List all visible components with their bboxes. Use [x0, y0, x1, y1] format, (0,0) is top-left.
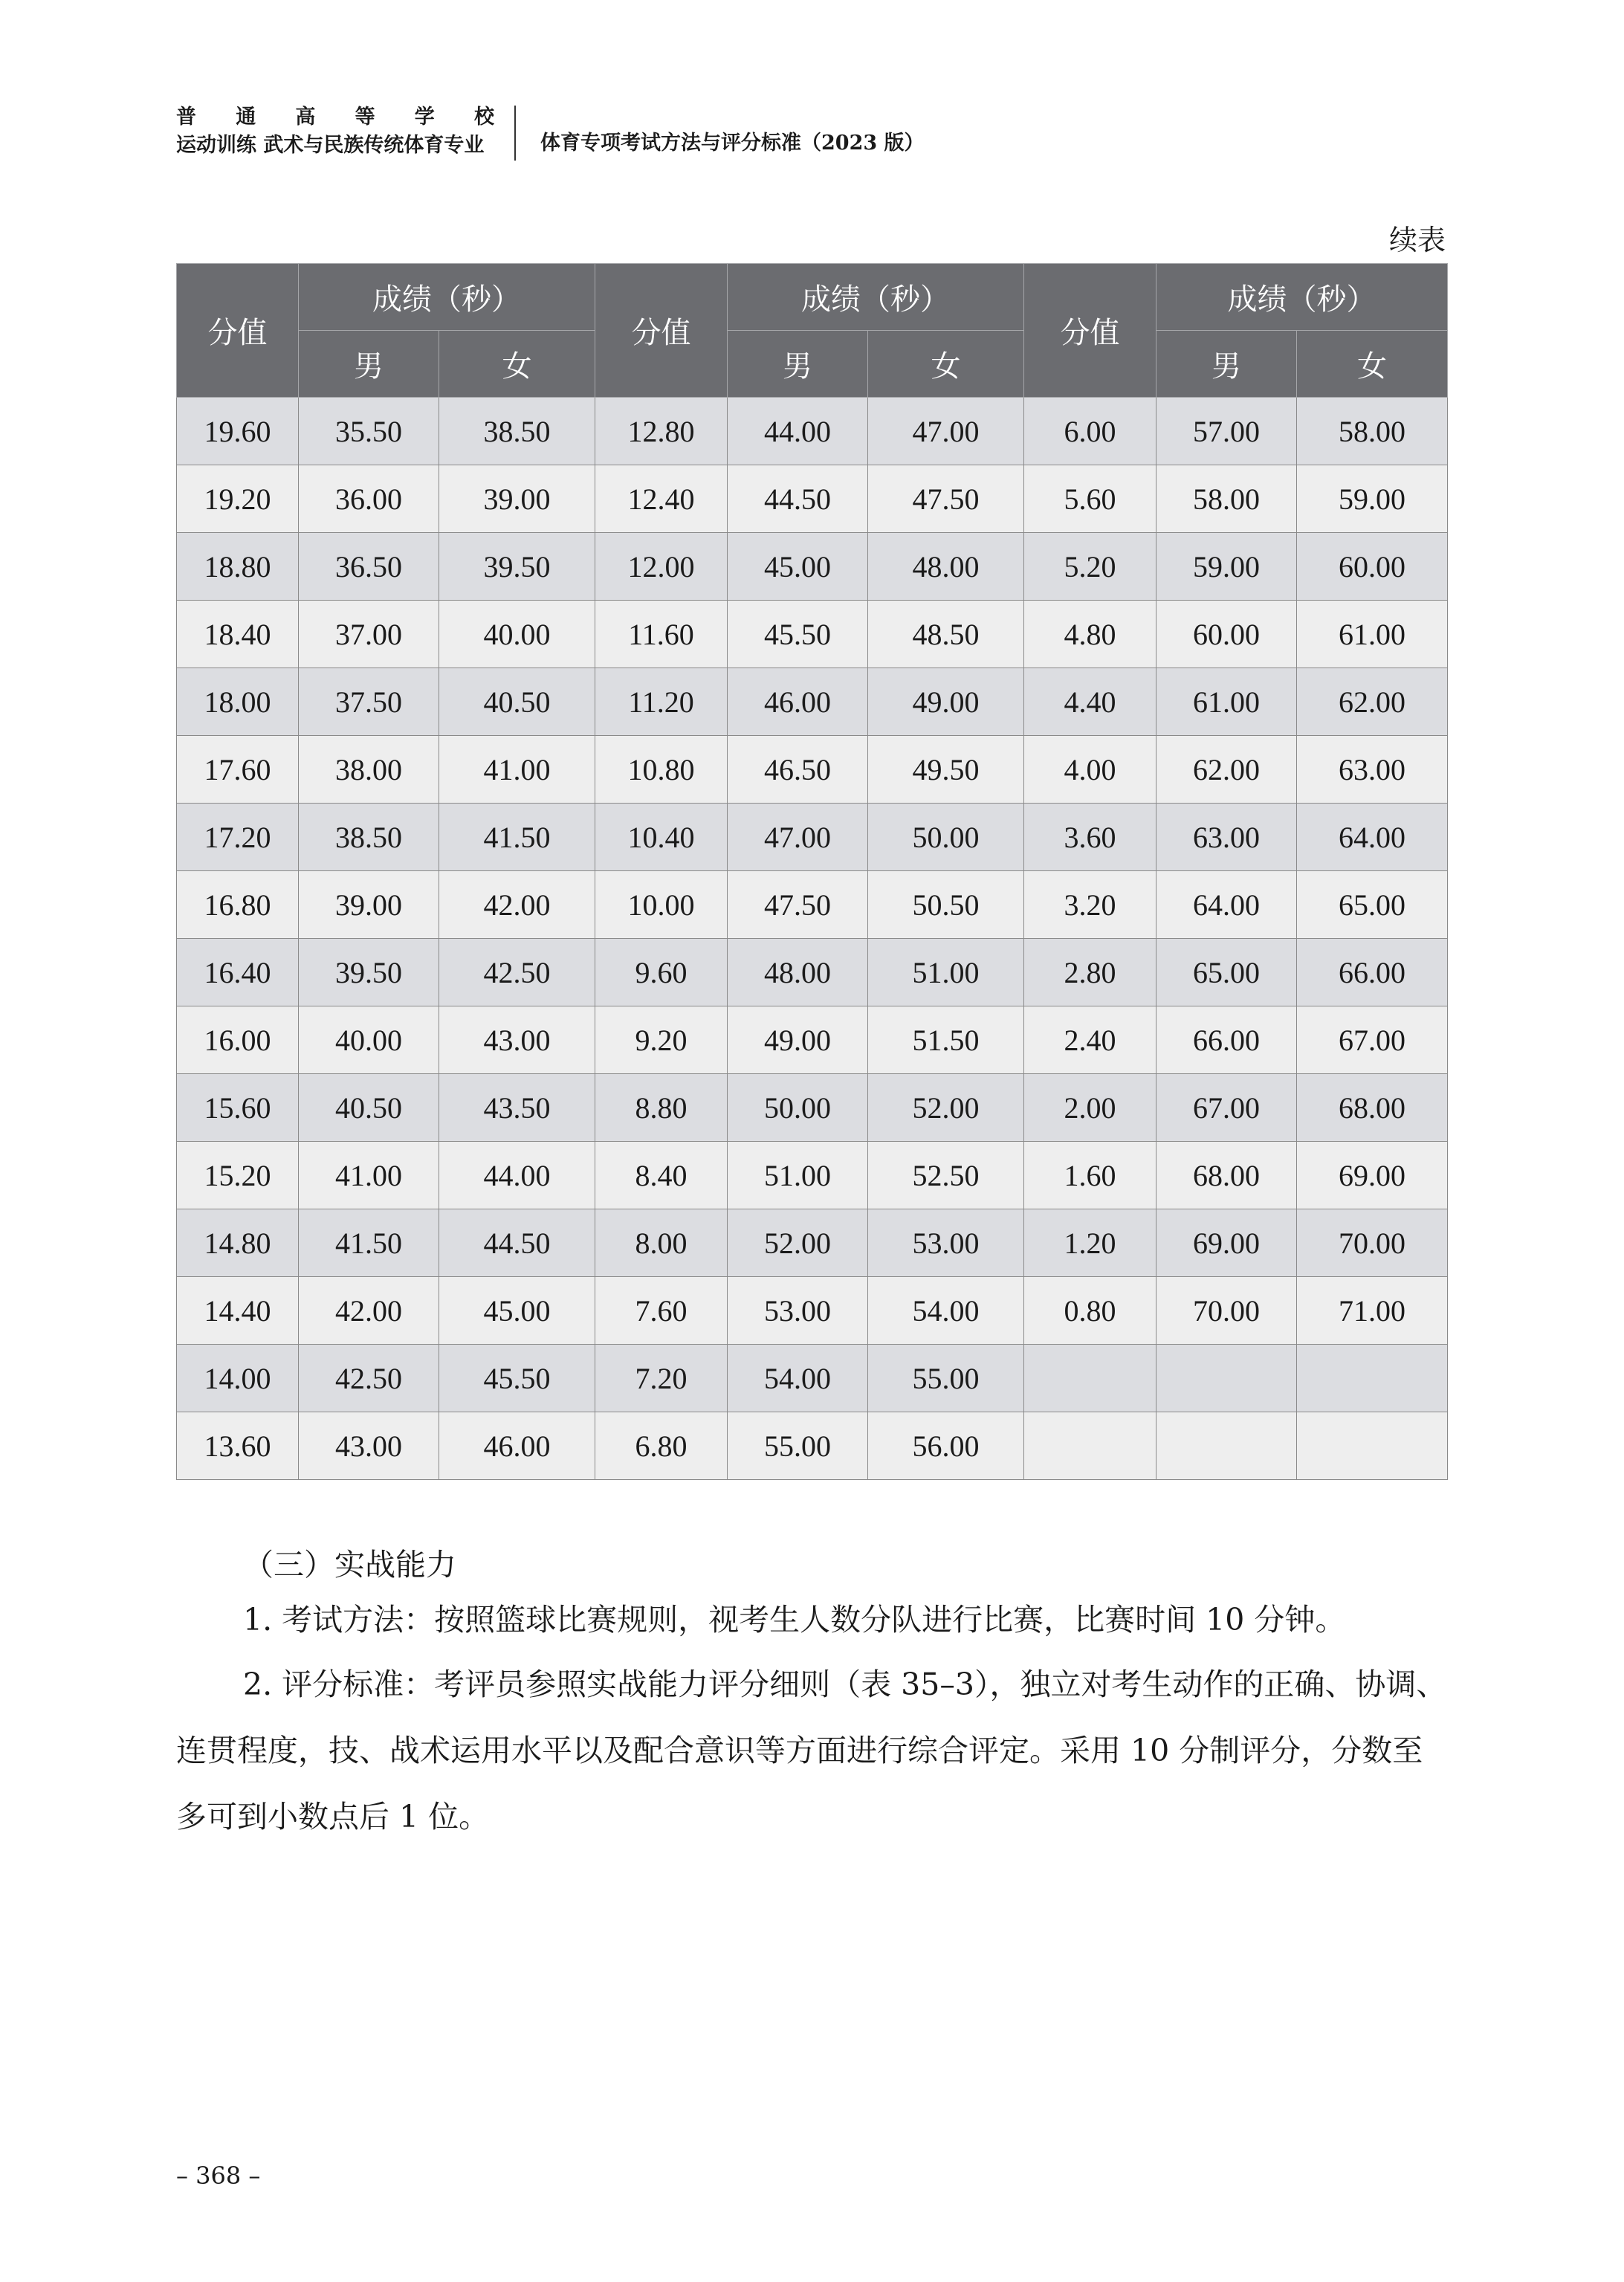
paragraph-exam-method: 1. 考试方法：按照篮球比赛规则，视考生人数分队进行比赛，比赛时间 10 分钟。 — [243, 1602, 1346, 1638]
table-cell: 59.00 — [1156, 533, 1297, 601]
table-cell: 67.00 — [1156, 1074, 1297, 1142]
table-row — [177, 601, 1448, 668]
table-cell: 5.60 — [1024, 465, 1156, 533]
table-cell: 58.00 — [1297, 398, 1448, 465]
table-cell: 12.80 — [595, 398, 728, 465]
table-cell — [1024, 1345, 1156, 1412]
table-cell: 36.50 — [299, 533, 439, 601]
table-cell: 37.50 — [299, 668, 439, 736]
table-cell: 41.00 — [439, 736, 595, 804]
table-cell: 61.00 — [1297, 601, 1448, 668]
table-cell: 11.20 — [595, 668, 728, 736]
table-cell: 63.00 — [1156, 804, 1297, 871]
table-cell: 42.50 — [299, 1345, 439, 1412]
table-cell: 70.00 — [1297, 1209, 1448, 1277]
table-cell: 45.00 — [439, 1277, 595, 1345]
table-cell: 49.50 — [868, 736, 1024, 804]
table-cell: 15.60 — [177, 1074, 299, 1142]
table-cell — [1156, 1412, 1297, 1480]
table-cell: 9.20 — [595, 1006, 728, 1074]
header-score-3: 分值 — [1024, 264, 1156, 398]
table-cell: 18.40 — [177, 601, 299, 668]
score-table-body — [177, 398, 1448, 1480]
table-cell: 8.80 — [595, 1074, 728, 1142]
table-cell: 45.00 — [728, 533, 868, 601]
table-cell: 53.00 — [868, 1209, 1024, 1277]
header-score-2: 分值 — [595, 264, 728, 398]
header-male-3: 男 — [1156, 331, 1297, 398]
table-cell: 19.20 — [177, 465, 299, 533]
header-divider — [514, 106, 516, 161]
page-number: – 368 – — [176, 2162, 261, 2190]
header-book-title: 体育专项考试方法与评分标准（2023 版） — [540, 132, 925, 155]
header-char: 等 — [355, 106, 375, 129]
table-cell: 17.60 — [177, 736, 299, 804]
table-cell: 52.00 — [728, 1209, 868, 1277]
table-cell — [1297, 1412, 1448, 1480]
table-cell: 10.40 — [595, 804, 728, 871]
table-cell: 4.80 — [1024, 601, 1156, 668]
table-cell: 62.00 — [1297, 668, 1448, 736]
table-cell: 57.00 — [1156, 398, 1297, 465]
table-cell — [1156, 1345, 1297, 1412]
table-cell: 1.60 — [1024, 1142, 1156, 1209]
table-cell: 8.40 — [595, 1142, 728, 1209]
table-cell: 13.60 — [177, 1412, 299, 1480]
table-cell: 10.00 — [595, 871, 728, 939]
table-cell: 52.50 — [868, 1142, 1024, 1209]
table-cell: 42.50 — [439, 939, 595, 1006]
table-cell: 68.00 — [1297, 1074, 1448, 1142]
table-cell: 47.50 — [728, 871, 868, 939]
table-cell: 48.50 — [868, 601, 1024, 668]
table-cell: 56.00 — [868, 1412, 1024, 1480]
table-cell: 67.00 — [1297, 1006, 1448, 1074]
section-title: （三）实战能力 — [243, 1547, 456, 1583]
table-cell: 53.00 — [728, 1277, 868, 1345]
table-row — [177, 1006, 1448, 1074]
table-cell: 4.40 — [1024, 668, 1156, 736]
table-cell: 50.00 — [868, 804, 1024, 871]
table-cell: 60.00 — [1156, 601, 1297, 668]
table-cell: 2.80 — [1024, 939, 1156, 1006]
table-cell: 36.00 — [299, 465, 439, 533]
header-char: 学 — [414, 106, 435, 129]
table-cell: 43.00 — [439, 1006, 595, 1074]
header-result-3: 成绩（秒） — [1156, 264, 1448, 331]
header-score-1: 分值 — [177, 264, 299, 398]
table-cell: 38.50 — [439, 398, 595, 465]
header-book-series — [176, 106, 503, 158]
header-male-2: 男 — [728, 331, 868, 398]
score-table — [176, 263, 1448, 1480]
table-cell: 51.50 — [868, 1006, 1024, 1074]
table-cell: 48.00 — [868, 533, 1024, 601]
table-cell: 48.00 — [728, 939, 868, 1006]
table-row — [177, 1345, 1448, 1412]
table-cell: 4.00 — [1024, 736, 1156, 804]
table-cell: 16.00 — [177, 1006, 299, 1074]
table-cell: 44.50 — [439, 1209, 595, 1277]
table-cell: 47.00 — [868, 398, 1024, 465]
table-cell: 37.00 — [299, 601, 439, 668]
header-major: 运动训练 武术与民族传统体育专业 — [176, 134, 485, 157]
table-row — [177, 668, 1448, 736]
table-cell: 40.50 — [299, 1074, 439, 1142]
table-cell: 17.20 — [177, 804, 299, 871]
header-result-1: 成绩（秒） — [299, 264, 595, 331]
table-cell: 52.00 — [868, 1074, 1024, 1142]
table-row — [177, 804, 1448, 871]
table-cell: 46.00 — [439, 1412, 595, 1480]
header-female-1: 女 — [439, 331, 595, 398]
table-row — [177, 398, 1448, 465]
table-cell: 42.00 — [439, 871, 595, 939]
table-row — [177, 871, 1448, 939]
table-cell: 59.00 — [1297, 465, 1448, 533]
table-cell: 44.00 — [439, 1142, 595, 1209]
table-cell: 0.80 — [1024, 1277, 1156, 1345]
table-cell: 46.00 — [728, 668, 868, 736]
table-cell: 16.80 — [177, 871, 299, 939]
table-cell: 7.60 — [595, 1277, 728, 1345]
table-cell: 68.00 — [1156, 1142, 1297, 1209]
table-cell: 65.00 — [1297, 871, 1448, 939]
table-cell: 14.80 — [177, 1209, 299, 1277]
table-row — [177, 939, 1448, 1006]
table-cell: 45.50 — [728, 601, 868, 668]
table-cell: 2.40 — [1024, 1006, 1156, 1074]
table-cell: 14.40 — [177, 1277, 299, 1345]
table-cell: 1.20 — [1024, 1209, 1156, 1277]
table-cell: 44.00 — [728, 398, 868, 465]
table-cell: 50.00 — [728, 1074, 868, 1142]
table-cell: 3.20 — [1024, 871, 1156, 939]
table-row — [177, 1209, 1448, 1277]
header-char: 普 — [176, 106, 196, 129]
table-cell: 66.00 — [1156, 1006, 1297, 1074]
table-cell: 7.20 — [595, 1345, 728, 1412]
table-cell: 5.20 — [1024, 533, 1156, 601]
table-cell: 18.80 — [177, 533, 299, 601]
table-cell: 2.00 — [1024, 1074, 1156, 1142]
table-row — [177, 1142, 1448, 1209]
table-cell: 38.00 — [299, 736, 439, 804]
table-cell: 71.00 — [1297, 1277, 1448, 1345]
table-cell: 66.00 — [1297, 939, 1448, 1006]
header-series-title — [176, 106, 494, 129]
table-cell: 19.60 — [177, 398, 299, 465]
table-cell: 44.50 — [728, 465, 868, 533]
table-cell: 55.00 — [728, 1412, 868, 1480]
table-cell: 41.50 — [439, 804, 595, 871]
table-cell: 40.00 — [439, 601, 595, 668]
table-cell: 63.00 — [1297, 736, 1448, 804]
table-cell: 16.40 — [177, 939, 299, 1006]
table-cell — [1024, 1412, 1156, 1480]
table-cell: 49.00 — [868, 668, 1024, 736]
table-cell: 47.50 — [868, 465, 1024, 533]
table-cell: 42.00 — [299, 1277, 439, 1345]
table-cell: 60.00 — [1297, 533, 1448, 601]
table-cell: 70.00 — [1156, 1277, 1297, 1345]
table-cell: 54.00 — [728, 1345, 868, 1412]
header-char: 校 — [473, 106, 494, 129]
table-cell — [1297, 1345, 1448, 1412]
table-row — [177, 736, 1448, 804]
paragraph-scoring-standard: 2. 评分标准：考评员参照实战能力评分细则（表 35–3），独立对考生动作的正确、协调、连贯程度，技、战术运用水平以及配合意识等方面进行综合评定。采用 10 分制评分，分数至多可到小数点后 1 位。 — [176, 1667, 1447, 1835]
table-cell: 55.00 — [868, 1345, 1024, 1412]
table-cell: 51.00 — [868, 939, 1024, 1006]
header-char: 通 — [236, 106, 256, 129]
table-cell: 8.00 — [595, 1209, 728, 1277]
table-cell: 39.00 — [299, 871, 439, 939]
table-cell: 69.00 — [1156, 1209, 1297, 1277]
table-cell: 64.00 — [1156, 871, 1297, 939]
table-cell: 47.00 — [728, 804, 868, 871]
table-cell: 49.00 — [728, 1006, 868, 1074]
table-cell: 10.80 — [595, 736, 728, 804]
table-row — [177, 1277, 1448, 1345]
table-cell: 38.50 — [299, 804, 439, 871]
table-cell: 39.00 — [439, 465, 595, 533]
table-cell: 45.50 — [439, 1345, 595, 1412]
table-cell: 69.00 — [1297, 1142, 1448, 1209]
table-cell: 58.00 — [1156, 465, 1297, 533]
table-cell: 3.60 — [1024, 804, 1156, 871]
table-cell: 12.40 — [595, 465, 728, 533]
table-cell: 41.00 — [299, 1142, 439, 1209]
table-cell: 43.50 — [439, 1074, 595, 1142]
table-cell: 41.50 — [299, 1209, 439, 1277]
header-female-3: 女 — [1297, 331, 1448, 398]
table-cell: 6.80 — [595, 1412, 728, 1480]
table-cell: 65.00 — [1156, 939, 1297, 1006]
header-female-2: 女 — [868, 331, 1024, 398]
table-row — [177, 1412, 1448, 1480]
header-char: 高 — [295, 106, 316, 129]
table-cell: 39.50 — [299, 939, 439, 1006]
table-cell: 40.00 — [299, 1006, 439, 1074]
table-cell: 6.00 — [1024, 398, 1156, 465]
table-cell: 39.50 — [439, 533, 595, 601]
header-result-2: 成绩（秒） — [728, 264, 1024, 331]
table-cell: 46.50 — [728, 736, 868, 804]
table-cell: 61.00 — [1156, 668, 1297, 736]
table-cell: 35.50 — [299, 398, 439, 465]
table-row — [177, 533, 1448, 601]
continued-label: 续表 — [1388, 224, 1446, 256]
table-cell: 40.50 — [439, 668, 595, 736]
header-male-1: 男 — [299, 331, 439, 398]
table-cell: 50.50 — [868, 871, 1024, 939]
table-cell: 64.00 — [1297, 804, 1448, 871]
table-cell: 11.60 — [595, 601, 728, 668]
table-cell: 14.00 — [177, 1345, 299, 1412]
table-row — [177, 1074, 1448, 1142]
table-cell: 43.00 — [299, 1412, 439, 1480]
table-cell: 18.00 — [177, 668, 299, 736]
table-row — [177, 465, 1448, 533]
table-cell: 54.00 — [868, 1277, 1024, 1345]
table-cell: 9.60 — [595, 939, 728, 1006]
table-cell: 15.20 — [177, 1142, 299, 1209]
table-cell: 12.00 — [595, 533, 728, 601]
table-cell: 62.00 — [1156, 736, 1297, 804]
table-cell: 51.00 — [728, 1142, 868, 1209]
